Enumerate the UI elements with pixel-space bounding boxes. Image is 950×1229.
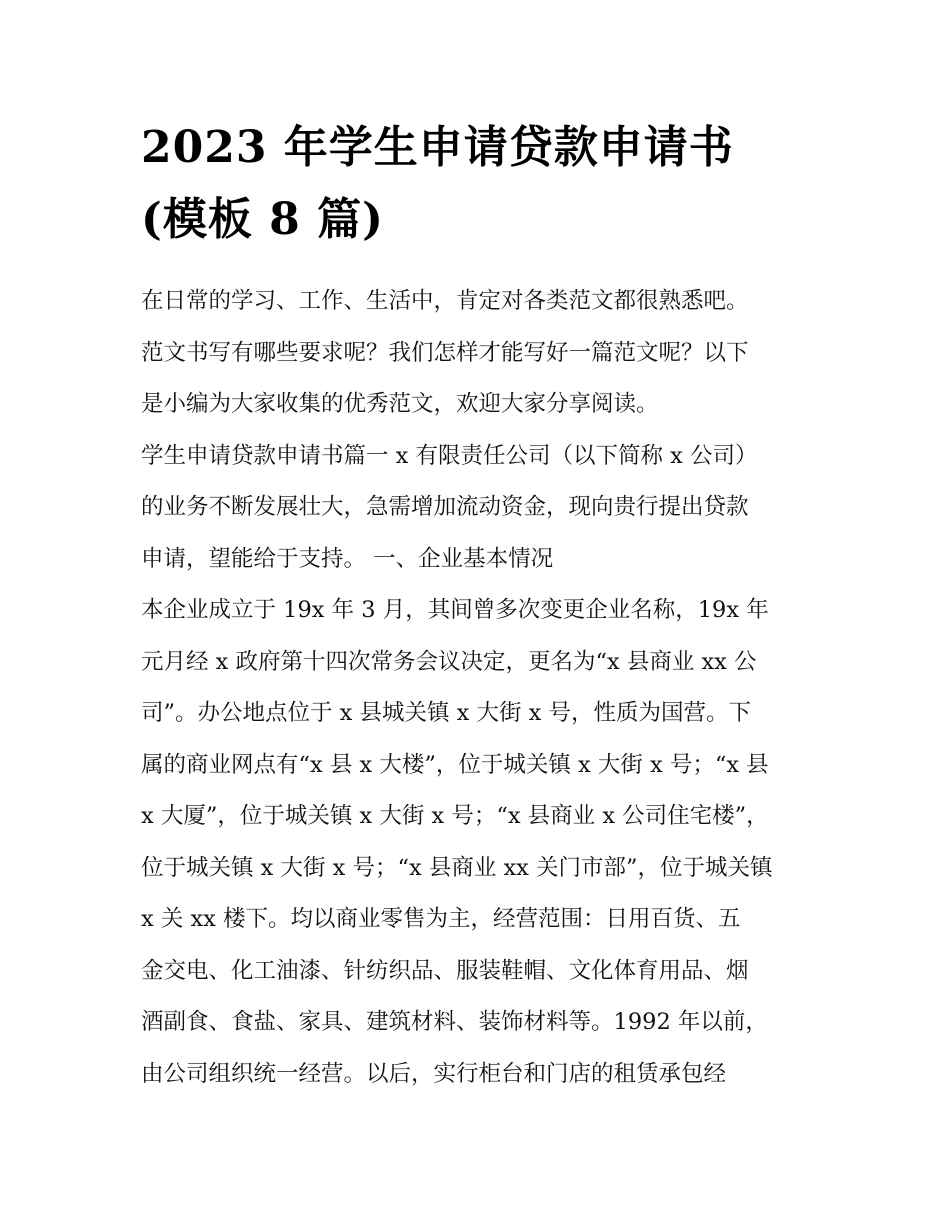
body-line: 酒副食、食盐、家具、建筑材料、装饰材料等。1992 年以前，	[141, 1009, 768, 1035]
body-line: 申请，望能给于支持。 一、企业基本情况	[141, 545, 554, 572]
body-line: 元月经 x 政府第十四次常务会议决定，更名为“x 县商业 xx 公	[141, 648, 757, 675]
body-line: 在日常的学习、工作、生活中，肯定对各类范文都很熟悉吧。	[141, 288, 749, 314]
body-line: 司”。办公地点位于 x 县城关镇 x 大街 x 号，性质为国营。下	[141, 700, 751, 726]
title-line-1: 2023 年学生申请贷款申请书	[141, 122, 734, 173]
body-line: 金交电、化工油漆、针纺织品、服装鞋帽、文化体育用品、烟	[141, 957, 749, 984]
body-line: 学生申请贷款申请书篇一 x 有限责任公司（以下简称 x 公司）	[141, 442, 758, 469]
body-line: 的业务不断发展壮大，急需增加流动资金，现向贵行提出贷款	[141, 494, 749, 520]
body-line: 是小编为大家收集的优秀范文，欢迎大家分享阅读。	[141, 391, 659, 417]
title-line-2: (模板 8 篇)	[141, 194, 384, 245]
body-line: 属的商业网点有“x 县 x 大楼”，位于城关镇 x 大街 x 号；“x 县	[141, 751, 769, 778]
body-line: 位于城关镇 x 大街 x 号；“x 县商业 xx 关门市部”，位于城关镇	[141, 854, 773, 881]
body-line: 由公司组织统一经营。以后，实行柜台和门店的租赁承包经	[141, 1060, 727, 1087]
body-line: x 关 xx 楼下。均以商业零售为主，经营范围：日用百货、五	[141, 906, 741, 932]
document-body	[141, 276, 821, 1100]
body-line: 本企业成立于 19x 年 3 月，其间曾多次变更企业名称，19x 年	[141, 597, 769, 623]
body-line: 范文书写有哪些要求呢？我们怎样才能写好一篇范文呢？以下	[141, 339, 749, 366]
document-title	[141, 112, 821, 256]
body-line: x 大厦”，位于城关镇 x 大街 x 号；“x 县商业 x 公司住宅楼”，	[141, 803, 769, 829]
